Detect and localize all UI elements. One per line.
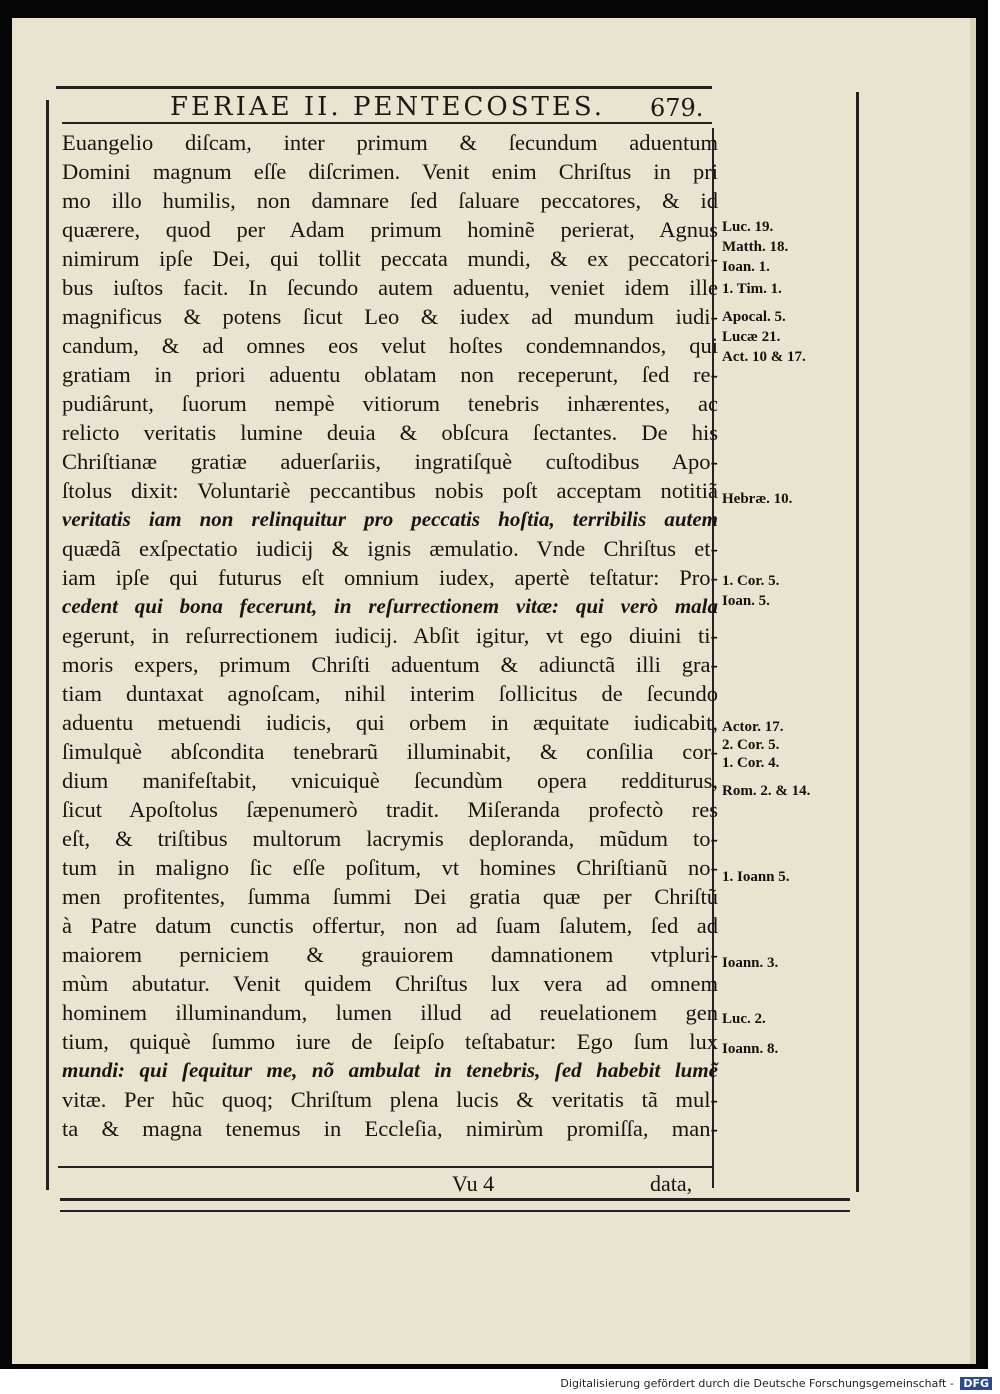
signature-mark: Vu 4 (452, 1171, 495, 1196)
text-line: iam ipſe qui futurus eſt omnium iudex, apertè teſtatur: Pro- (62, 565, 718, 590)
text-line: tium, quiquè ſummo iure de ſeipſo teſtabatur: Ego ſum lux (62, 1029, 718, 1054)
text-line: Euangelio diſcam, inter primum & ſecundum aduentum (62, 130, 718, 155)
text-line: quædã exſpectatio iudicij & ignis æmulatio. Vnde Chriſtus et- (62, 536, 718, 561)
margin-reference: Lucæ 21. (722, 329, 781, 345)
margin-reference: Luc. 2. (722, 1011, 766, 1027)
margin-reference: 1. Cor. 4. (722, 755, 780, 771)
text-line: Domini magnum eſſe diſcrimen. Venit enim Chriſtus in pri (62, 159, 718, 184)
text-line: mundi: qui ſequitur me, nõ ambulat in tenebris, ſed habebit lumẽ (62, 1058, 718, 1082)
margin-reference: Act. 10 & 17. (722, 349, 806, 365)
text-line: aduentu metuendi iudicis, qui orbem in æquitate iudicabit, (62, 710, 718, 735)
text-line: ta & magna tenemus in Eccleſia, nimirùm promiſſa, man- (62, 1116, 718, 1141)
top-rule (56, 86, 712, 89)
catchword: data, (650, 1171, 693, 1196)
text-line: mùm abutatur. Venit quidem Chriſtus lux vera ad omnem (62, 971, 718, 996)
text-line: gratiam in priori aduentu oblatam non receperunt, ſed re- (62, 362, 718, 387)
text-line: veritatis iam non relinquitur pro peccatis hoſtia, terribilis autem (62, 507, 718, 531)
text-line: vitæ. Per hũc quoq; Chriſtum plena lucis & veritatis tã mul- (62, 1087, 718, 1112)
text-line: eſt, & triſtibus multorum lacrymis deploranda, mũdum to- (62, 826, 718, 851)
margin-reference: 1. Ioann 5. (722, 869, 790, 885)
text-line: tum in maligno ſic eſſe poſitum, vt homines Chriſtianũ no- (62, 855, 718, 880)
margin-reference: Apocal. 5. (722, 309, 786, 325)
margin-reference: Ioann. 3. (722, 955, 779, 971)
margin-reference: Ioan. 1. (722, 259, 770, 275)
text-line: maiorem perniciem & grauiorem damnationem vtpluri- (62, 942, 718, 967)
digitization-credit (560, 1377, 992, 1390)
margin-reference: Matth. 18. (722, 239, 789, 255)
text-line: tiam duntaxat agnoſcam, nihil interim ſollicitus de ſecundo (62, 681, 718, 706)
right-frame-rule (856, 92, 859, 1192)
text-line: candum, & ad omnes eos velut hoſtes condemnandos, qui (62, 333, 718, 358)
margin-reference: Luc. 19. (722, 219, 774, 235)
margin-reference: 1. Tim. 1. (722, 281, 782, 297)
body-text (62, 128, 718, 1143)
text-line: mo illo humilis, non damnare ſed ſaluare peccatores, & id (62, 188, 718, 213)
page-edge (970, 18, 976, 1364)
text-line: hominem illuminandum, lumen illud ad reuelationem gen (62, 1000, 718, 1025)
text-line: pudiârunt, ſuorum nempè vitiorum tenebris inhærentes, ac (62, 391, 718, 416)
margin-reference: 2. Cor. 5. (722, 737, 780, 753)
margin-reference: Ioann. 8. (722, 1041, 779, 1057)
margin-reference: Rom. 2. & 14. (722, 783, 811, 799)
credit-text: Digitalisierung gefördert durch die Deutsche Forschungsgemeinschaft - (560, 1377, 954, 1390)
text-line: ſtolus dixit: Voluntariè peccantibus nobis poſt acceptam notitiã (62, 478, 718, 503)
text-line: egerunt, in reſurrectionem iudicij. Abſit igitur, vt ego diuini ti- (62, 623, 718, 648)
left-column-rule (46, 100, 49, 1190)
dfg-logo: DFG (960, 1377, 992, 1390)
bottom-rule-1 (58, 1166, 714, 1168)
text-line: relicto veritatis lumine deuia & obſcura ſectantes. De his (62, 420, 718, 445)
bottom-rule-2 (60, 1198, 850, 1201)
bottom-rule-3 (60, 1210, 850, 1212)
text-line: à Patre datum cunctis offertur, non ad ſuam ſalutem, ſed ad (62, 913, 718, 938)
text-line: moris expers, primum Chriſti aduentum & adiunctã illi gra- (62, 652, 718, 677)
text-line: dium manifeſtabit, vnicuiquè ſecundùm opera redditurus, (62, 768, 718, 793)
page-number: 679. (650, 94, 704, 122)
running-head: FERIAE II. PENTECOSTES. (170, 92, 605, 122)
margin-reference: Hebræ. 10. (722, 491, 793, 507)
text-line: bus iuſtos facit. In ſecundo autem aduentu, veniet idem ille (62, 275, 718, 300)
margin-reference: 1. Cor. 5. (722, 573, 780, 589)
text-line: men profitentes, ſumma ſummi Dei gratia quæ per Chriſtũ (62, 884, 718, 909)
header-rule (62, 122, 712, 124)
text-line: quærere, quod per Adam primum hominẽ perierat, Agnus (62, 217, 718, 242)
margin-reference: Ioan. 5. (722, 593, 770, 609)
text-line: Chriſtianæ gratiæ aduerſariis, ingratiſquè cuſtodibus Apo- (62, 449, 718, 474)
text-line: ſimulquè abſcondita tenebrarũ illuminabit, & conſilia cor- (62, 739, 718, 764)
text-line: ſicut Apoſtolus ſæpenumerò tradit. Miſeranda profectò res (62, 797, 718, 822)
text-line: magnificus & potens ſicut Leo & iudex ad mundum iudi- (62, 304, 718, 329)
margin-reference: Actor. 17. (722, 719, 784, 735)
text-line: nimirum ipſe Dei, qui tollit peccata mundi, & ex peccatori- (62, 246, 718, 271)
text-line: cedent qui bona fecerunt, in reſurrectionem vitæ: qui verò mala (62, 594, 718, 618)
